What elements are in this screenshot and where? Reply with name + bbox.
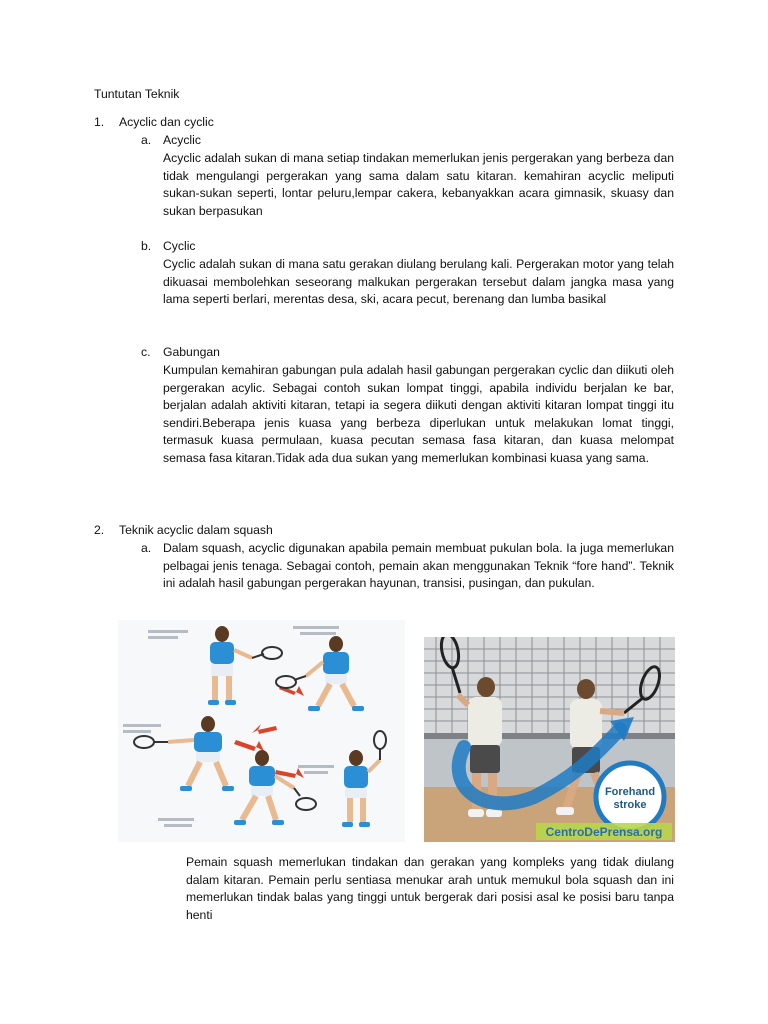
player-figure-2: [276, 636, 364, 711]
item-2a-body: Dalam squash, acyclic digunakan apabila pemain membuat pukulan bola. Ia juga memerlukan pelbagai jenis tenaga. Sebagai contoh, pemain akan menggunakan Teknik “fore hand”. Teknik ini adalah hasil gabungan pergerakan hayunan, transisi, pusingan, dan pukulan.: [163, 541, 674, 591]
item-c-letter: c.: [141, 345, 151, 359]
item-2a-letter: a.: [141, 541, 152, 555]
closing-paragraph: Pemain squash memerlukan tindakan dan gerakan yang kompleks yang tidak diulang dalam kitaran. Pemain perlu sentiasa menukar arah untuk memukul bola squash dan ini memerlukan tindak balas yang tinggi untuk bergerak dari posisi asal ke posisi baru tanpa henti: [186, 855, 674, 922]
squash-footwork-illustration: [118, 620, 405, 842]
item-b-letter: b.: [141, 239, 152, 253]
player-figure-1: [208, 626, 282, 705]
forehand-stroke-photo: [424, 637, 675, 842]
section-1-heading: Acyclic dan cyclic: [119, 115, 214, 129]
watermark-text: CentroDePrensa.org: [545, 825, 663, 839]
item-b-body: Cyclic adalah sukan di mana satu gerakan diulang berulang kali. Pergerakan motor yang telah dikuasai membolehkan seseorang malkukan pergerakan tersebut dalam jangka masa yang lama seperti berlari, merentas desa, ski, acara pecut, berenang dan lumba basikal: [163, 257, 674, 307]
player-figure-4: [234, 750, 316, 825]
item-a-letter: a.: [141, 133, 152, 147]
section-1-number: 1.: [94, 115, 105, 129]
badge-text-line-2: stroke: [613, 799, 647, 811]
item-a-body: Acyclic adalah sukan di mana setiap tindakan memerlukan jenis pergerakan yang berbeza dan tidak mengulangi pergerakan yang sama dalam satu kitaran. kemahiran acyclic meliputi sukan-sukan seperti, lontar peluru,lempar cakera, kebanyakkan acara gimnasik, skuasy dan sukan berpasukan: [163, 151, 674, 218]
item-a-title: Acyclic: [163, 133, 201, 147]
item-b-title: Cyclic: [163, 239, 196, 253]
forehand-photo-svg: [424, 637, 675, 842]
section-2-heading: Teknik acyclic dalam squash: [119, 523, 273, 537]
section-2-number: 2.: [94, 523, 105, 537]
player-figure-3: [134, 716, 234, 791]
document-title: Tuntutan Teknik: [94, 87, 180, 101]
badge-text-line-1: Forehand: [604, 786, 656, 798]
footwork-figure-svg: [118, 620, 405, 842]
player-figure-5: [342, 731, 386, 827]
item-c-body: Kumpulan kemahiran gabungan pula adalah hasil gabungan pergerakan cyclic dan diikuti oleh pergerakan acylic. Sebagai contoh sukan lompat tinggi, apabila individu berjalan ke bar, berjalan adalah aktiviti kitaran, tetapi ia segera diikuti dengan aktiviti kitaran lompat tinggi itu sendiri.Beberapa jenis kuasa yang berbeza diperlukan untuk melakukan lomat tinggi, termasuk kuasa permulaan, kuasa pecutan semasa fasa kitaran, dan kuasa melompat semasa fasa kitaran.Tidak ada dua sukan yang memerlukan kombinasi kuasa yang sama.: [163, 363, 674, 465]
item-c-title: Gabungan: [163, 345, 220, 359]
